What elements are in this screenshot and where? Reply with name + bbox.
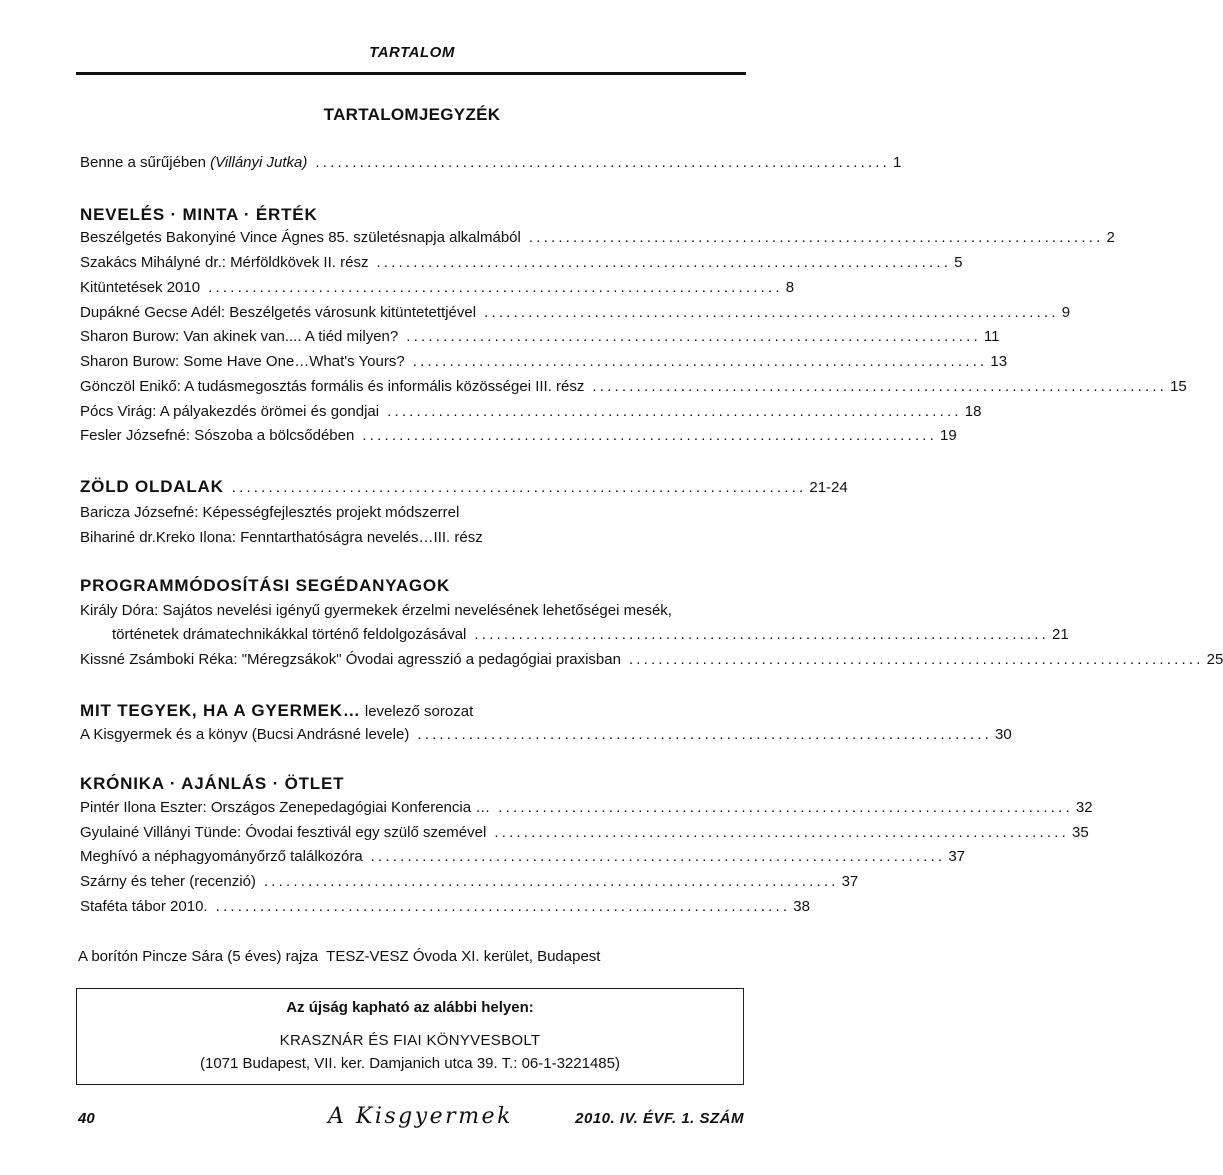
entry-page: 13: [990, 353, 1008, 370]
issue-info: 2010. IV. ÉVF. 1. SZÁM: [575, 1110, 744, 1127]
toc-entry-intro: [80, 154, 902, 176]
entry-page: 35: [1072, 824, 1089, 841]
toc-entry: [80, 353, 1008, 375]
dot-leader: ..............................................................................: [494, 824, 1069, 841]
entry-page: 25: [1206, 651, 1223, 668]
entry-page: 2: [1106, 229, 1115, 246]
dot-leader: ..............................................................................: [484, 304, 1059, 321]
entry-page: 21-24: [809, 479, 848, 496]
toc-entry: [80, 378, 1187, 400]
section-heading-neveles: NEVELÉS · MINTA · ÉRTÉK: [80, 205, 318, 224]
toc-entry: Király Dóra: Sajátos nevelési igényű gyermekek érzelmi nevelésének lehetőségei mesék,: [80, 602, 672, 619]
header-rule: [76, 72, 746, 75]
cover-note: A borítón Pincze Sára (5 éves) rajza TESZ-VESZ Óvoda XI. kerület, Budapest: [78, 948, 601, 965]
entry-page: 8: [785, 279, 795, 296]
dot-leader: ..............................................................................: [370, 848, 946, 865]
entry-page: 19: [940, 427, 957, 444]
toc-entry: [80, 304, 1071, 326]
toc-entry: [80, 427, 957, 449]
entry-page: 11: [983, 328, 1000, 345]
toc-entry: [80, 651, 1223, 673]
entry-title: Beszélgetés Bakonyiné Vince Ágnes 85. születésnapja alkalmából: [80, 229, 521, 246]
toc-entry: [80, 403, 982, 425]
availability-heading: Az újság kapható az alábbi helyen:: [286, 999, 534, 1016]
section-heading-mit-tegyek: [80, 701, 473, 721]
entry-title: Fesler Józsefné: Sószoba a bölcsődében: [80, 427, 355, 444]
entry-title: Gönczöl Enikő: A tudásmegosztás formális és informális közösségei III. rész: [80, 378, 585, 395]
entry-page: 32: [1075, 799, 1093, 816]
dot-leader: ..............................................................................: [231, 479, 807, 496]
section-heading-zold-oldalak: [80, 477, 848, 501]
entry-page: 30: [995, 726, 1012, 743]
page-title: TARTALOMJEGYZÉK: [323, 105, 501, 124]
entry-author: (Villányi Jutka): [210, 154, 308, 171]
dot-leader: ..............................................................................: [412, 353, 988, 370]
toc-entry: [80, 726, 1012, 748]
entry-page: 37: [841, 873, 859, 890]
running-header: TARTALOM: [369, 44, 455, 61]
toc-entry: [80, 279, 795, 301]
entry-title: Kissné Zsámboki Réka: "Méregzsákok" Óvodai agresszió a pedagógiai praxisban: [80, 651, 621, 668]
page-number: 40: [78, 1110, 95, 1127]
dot-leader: ..............................................................................: [406, 328, 981, 345]
toc-entry: [80, 898, 810, 920]
dot-leader: ..............................................................................: [474, 626, 1050, 643]
entry-page: 37: [948, 848, 966, 865]
dot-leader: ..............................................................................: [592, 378, 1168, 395]
entry-title: Gyulainé Villányi Tünde: Óvodai fesztivál egy szülő szemével: [80, 824, 487, 841]
entry-title: Szárny és teher (recenzió): [80, 873, 256, 890]
toc-entry: [80, 328, 1000, 350]
entry-page: 5: [954, 254, 963, 271]
dot-leader: ..............................................................................: [376, 254, 952, 271]
toc-entry: [80, 848, 966, 870]
entry-title: Sharon Burow: Some Have One…What's Yours?: [80, 353, 405, 370]
dot-leader: ..............................................................................: [528, 229, 1104, 246]
dot-leader: ..............................................................................: [417, 726, 992, 743]
entry-page: 1: [893, 154, 902, 171]
toc-entry-continuation: [112, 626, 1069, 648]
section-heading: ZÖLD OLDALAK: [80, 477, 224, 496]
toc-entry: Bihariné dr.Kreko Ilona: Fenntarthatóságra nevelés…III. rész: [80, 529, 483, 546]
dot-leader: ..............................................................................: [387, 403, 962, 420]
section-heading-programmodositasi: PROGRAMMÓDOSÍTÁSI SEGÉDANYAGOK: [80, 576, 451, 595]
entry-title: Sharon Burow: Van akinek van.... A tiéd milyen?: [80, 328, 399, 345]
bookstore-name: KRASZNÁR ÉS FIAI KÖNYVESBOLT: [279, 1032, 541, 1049]
entry-title: Pócs Virág: A pályakezdés örömei és gondjai: [80, 403, 380, 420]
entry-title: Pintér Ilona Eszter: Országos Zenepedagógiai Konferencia …: [80, 799, 491, 816]
entry-page: 9: [1061, 304, 1071, 321]
dot-leader: ..............................................................................: [315, 154, 891, 171]
bookstore-address: (1071 Budapest, VII. ker. Damjanich utca 39. T.: 06-1-3221485): [200, 1055, 620, 1072]
dot-leader: ..............................................................................: [498, 799, 1073, 816]
entry-title: Kitüntetések 2010: [80, 279, 201, 296]
entry-page: 18: [964, 403, 982, 420]
entry-title: A Kisgyermek és a könyv (Bucsi Andrásné levele): [80, 726, 410, 743]
toc-entry: Baricza Józsefné: Képességfejlesztés projekt módszerrel: [80, 504, 460, 521]
toc-entry: [80, 254, 963, 276]
section-heading: MIT TEGYEK, HA A GYERMEK…: [80, 701, 361, 720]
dot-leader: ..............................................................................: [215, 898, 791, 915]
entry-title: történetek drámatechnikákkal történő feldolgozásával: [112, 626, 467, 643]
dot-leader: ..............................................................................: [362, 427, 938, 444]
toc-entry: [80, 799, 1093, 821]
dot-leader: ..............................................................................: [263, 873, 839, 890]
entry-title: Staféta tábor 2010.: [80, 898, 208, 915]
entry-title: Benne a sűrűjében: [80, 154, 211, 171]
entry-title: Meghívó a néphagyományőrző találkozóra: [80, 848, 363, 865]
entry-page: 38: [793, 898, 810, 915]
dot-leader: ..............................................................................: [208, 279, 783, 296]
section-subheading: levelező sorozat: [360, 703, 474, 720]
toc-entry: [80, 229, 1115, 251]
entry-title: Szakács Mihályné dr.: Mérföldkövek II. rész: [80, 254, 369, 271]
dot-leader: ..............................................................................: [628, 651, 1204, 668]
section-heading-kronika: KRÓNIKA · AJÁNLÁS · ÖTLET: [80, 774, 345, 793]
magazine-name: A Kisgyermek: [328, 1104, 513, 1129]
toc-entry: [80, 873, 859, 895]
availability-box: [76, 988, 744, 1085]
entry-page: 15: [1170, 378, 1187, 395]
entry-page: 21: [1052, 626, 1069, 643]
entry-title: Dupákné Gecse Adél: Beszélgetés városunk kitüntetettjével: [80, 304, 477, 321]
toc-entry: [80, 824, 1089, 846]
